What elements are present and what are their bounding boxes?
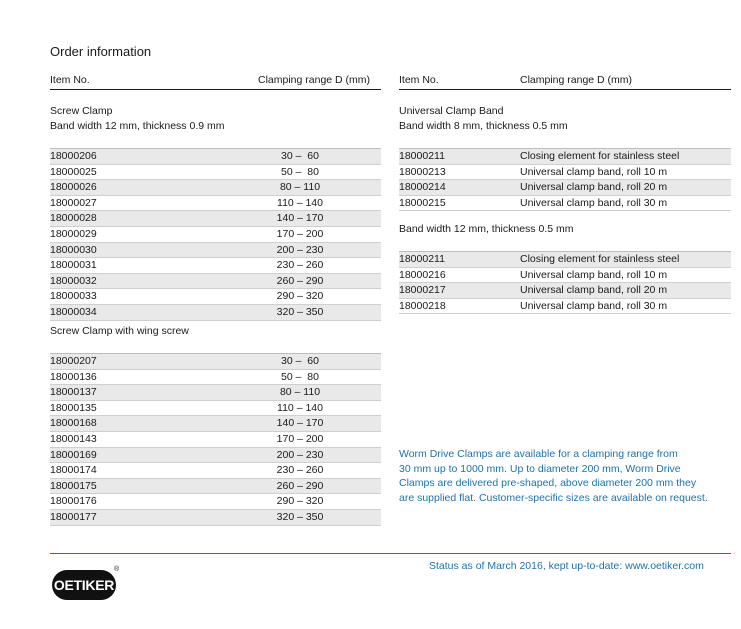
clamping-range: 230 – 260 (276, 464, 324, 477)
table-row (399, 252, 731, 268)
table-row (399, 165, 731, 181)
item-number: 18000032 (50, 274, 97, 287)
item-number: 18000214 (399, 181, 446, 194)
worm-drive-note (399, 447, 734, 505)
table-row (50, 370, 381, 386)
item-number: 18000029 (50, 227, 97, 240)
right-table-header (399, 72, 731, 90)
clamping-range: 200 – 230 (276, 448, 324, 461)
item-number: 18000175 (50, 479, 97, 492)
table-row (50, 227, 381, 243)
item-number: 18000217 (399, 284, 446, 297)
item-description: Universal clamp band, roll 10 m (520, 268, 668, 281)
clamping-range: 80 – 110 (279, 386, 321, 399)
item-number: 18000176 (50, 495, 97, 508)
table-row (50, 463, 381, 479)
item-description: Universal clamp band, roll 20 m (520, 181, 668, 194)
item-number: 18000033 (50, 290, 97, 303)
item-number: 18000025 (50, 165, 97, 178)
table-row (50, 385, 381, 401)
item-number: 18000137 (50, 386, 97, 399)
table-row (50, 165, 381, 181)
left-table-header (50, 72, 381, 90)
table-row (399, 149, 731, 165)
universal-band-label: Universal Clamp Band (399, 105, 504, 117)
note-line: are supplied flat. Customer-specific sizes are available on request. (399, 491, 708, 504)
table-row (50, 211, 381, 227)
item-number: 18000207 (50, 355, 97, 367)
item-number: 18000177 (50, 510, 97, 523)
note-line: Worm Drive Clamps are available for a clamping range from (399, 448, 678, 460)
item-number: 18000026 (50, 181, 97, 194)
item-number: 18000218 (399, 299, 446, 312)
item-number: 18000028 (50, 212, 97, 225)
clamping-range: 140 – 170 (276, 417, 324, 430)
table-row (50, 479, 381, 495)
table-row (50, 243, 381, 259)
screw-clamp-wing-label: Screw Clamp with wing screw (50, 325, 189, 337)
clamping-range: 200 – 230 (276, 243, 324, 256)
clamping-range: 50 – 80 (281, 165, 319, 178)
table-row (50, 494, 381, 510)
table-row (50, 354, 381, 370)
clamping-range: 260 – 290 (276, 274, 324, 287)
clamping-range: 170 – 200 (276, 432, 324, 445)
item-number: 18000135 (50, 401, 97, 414)
clamping-range: 30 – 60 (281, 150, 319, 162)
table-row (50, 196, 381, 212)
table-row (50, 401, 381, 417)
item-number: 18000136 (50, 370, 97, 383)
universal-band-12-table (399, 251, 731, 314)
footer-divider (50, 553, 731, 554)
table-row (50, 149, 381, 165)
item-number: 18000215 (399, 196, 446, 209)
table-row (399, 196, 731, 212)
clamping-range: 30 – 60 (281, 355, 319, 367)
table-row (50, 432, 381, 448)
left-header-item: Item No. (50, 74, 90, 86)
table-row (50, 289, 381, 305)
universal-band-8-table (399, 148, 731, 211)
table-row (399, 283, 731, 299)
item-number: 18000206 (50, 150, 97, 162)
item-number: 18000143 (50, 432, 97, 445)
registered-mark: ® (114, 566, 120, 573)
table-row (399, 268, 731, 284)
table-row (50, 416, 381, 432)
item-number: 18000031 (50, 259, 97, 272)
screw-clamp-wing-table (50, 353, 381, 526)
left-header-range: Clamping range D (mm) (258, 74, 371, 86)
item-number: 18000174 (50, 464, 97, 477)
item-description: Universal clamp band, roll 30 m (520, 299, 668, 312)
page-title: Order information (50, 44, 152, 59)
item-number: 18000213 (399, 165, 446, 178)
oetiker-logo: OETIKER (52, 570, 116, 600)
right-header-range: Clamping range D (mm) (520, 74, 633, 86)
item-number: 18000168 (50, 417, 97, 430)
clamping-range: 110 – 140 (277, 401, 323, 414)
clamping-range: 140 – 170 (276, 212, 324, 225)
clamping-range: 80 – 110 (279, 181, 321, 194)
table-row (50, 305, 381, 321)
item-description: Universal clamp band, roll 20 m (520, 284, 668, 297)
status-text: Status as of March 2016, kept up-to-date: www.oetiker.com (429, 560, 704, 572)
right-header-item: Item No. (399, 74, 439, 86)
clamping-range: 320 – 350 (276, 305, 324, 318)
table-row (399, 180, 731, 196)
clamping-range: 290 – 320 (276, 495, 324, 508)
screw-clamp-label: Screw Clamp (50, 105, 113, 117)
clamping-range: 170 – 200 (276, 227, 324, 240)
clamping-range: 50 – 80 (281, 370, 319, 383)
item-number: 18000027 (50, 196, 97, 209)
clamping-range: 290 – 320 (276, 290, 324, 303)
note-line: 30 mm up to 1000 mm. Up to diameter 200 mm, Worm Drive (399, 462, 681, 475)
table-row (50, 510, 381, 526)
clamping-range: 230 – 260 (276, 259, 324, 272)
table-row (399, 299, 731, 315)
item-description: Closing element for stainless steel (520, 150, 680, 162)
item-number: 18000034 (50, 305, 97, 318)
screw-clamp-table (50, 148, 381, 321)
note-line: Clamps are delivered pre-shaped, above diameter 200 mm they (399, 477, 697, 490)
clamping-range: 260 – 290 (276, 479, 324, 492)
item-description: Closing element for stainless steel (520, 253, 680, 265)
clamping-range: 110 – 140 (277, 196, 323, 209)
item-number: 18000169 (50, 448, 97, 461)
item-description: Universal clamp band, roll 30 m (520, 196, 668, 209)
universal-band-sublabel: Band width 8 mm, thickness 0.5 mm (399, 120, 568, 132)
item-description: Universal clamp band, roll 10 m (520, 165, 668, 178)
table-row (50, 448, 381, 464)
clamping-range: 320 – 350 (276, 510, 324, 523)
item-number: 18000211 (399, 253, 445, 265)
table-row (50, 258, 381, 274)
table-row (50, 274, 381, 290)
item-number: 18000211 (399, 150, 445, 162)
universal-band-12-sublabel: Band width 12 mm, thickness 0.5 mm (399, 223, 574, 235)
item-number: 18000030 (50, 243, 97, 256)
screw-clamp-sublabel: Band width 12 mm, thickness 0.9 mm (50, 120, 225, 132)
table-row (50, 180, 381, 196)
item-number: 18000216 (399, 268, 446, 281)
